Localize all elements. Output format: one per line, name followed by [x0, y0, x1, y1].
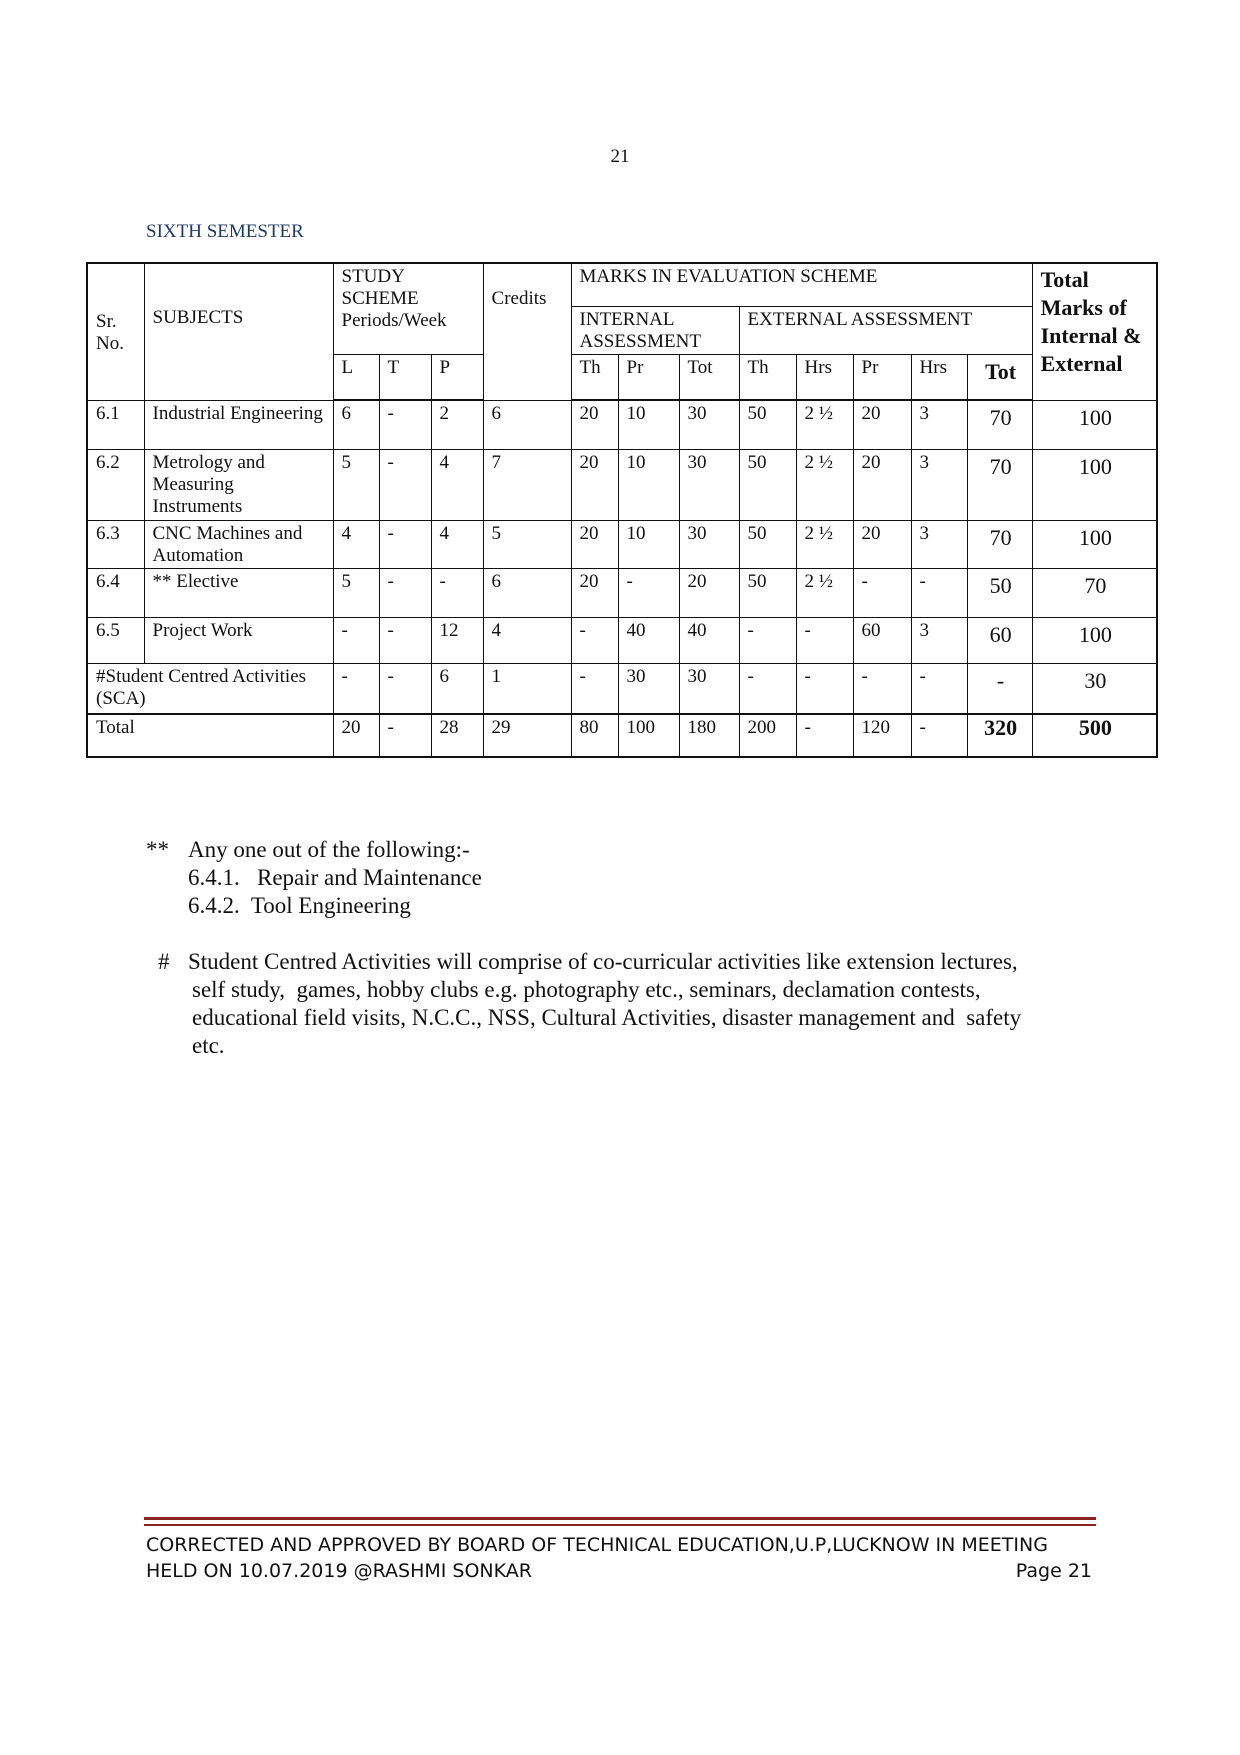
t-cell: - — [379, 663, 431, 714]
external-hrs2-cell: 3 — [911, 520, 967, 568]
external-hrs-cell: 2 ½ — [796, 449, 853, 520]
external-hrs-cell: 2 ½ — [796, 568, 853, 617]
external-pr-cell: 20 — [853, 520, 911, 568]
external-th-cell: 200 — [739, 714, 796, 757]
sca-note-line: etc. — [192, 1033, 225, 1058]
col-internal-pr-header: Pr — [618, 354, 679, 400]
external-tot-cell: - — [967, 663, 1032, 714]
elective-option: 6.4.1. Repair and Maintenance — [188, 865, 482, 890]
col-internal-tot-header: Tot — [679, 354, 739, 400]
external-th-cell: 50 — [739, 568, 796, 617]
l-cell: 5 — [333, 568, 379, 617]
l-cell: - — [333, 663, 379, 714]
sca-note-line: educational field visits, N.C.C., NSS, Cultural Activities, disaster management and safety — [192, 1005, 1022, 1030]
internal-tot-cell: 180 — [679, 714, 739, 757]
external-hrs-cell: - — [796, 663, 853, 714]
internal-th-cell: 20 — [571, 400, 618, 449]
external-hrs2-cell: 3 — [911, 449, 967, 520]
table-row — [87, 617, 1157, 663]
external-tot-cell: 70 — [967, 400, 1032, 449]
t-cell: - — [379, 714, 431, 757]
external-pr-cell: - — [853, 568, 911, 617]
external-tot-cell: 70 — [967, 520, 1032, 568]
external-th-cell: - — [739, 617, 796, 663]
l-cell: 4 — [333, 520, 379, 568]
table-row — [87, 520, 1157, 568]
internal-th-cell: 80 — [571, 714, 618, 757]
internal-pr-cell: - — [618, 568, 679, 617]
credits-cell: 5 — [483, 520, 571, 568]
footer-meeting-line: HELD ON 10.07.2019 @RASHMI SONKAR — [146, 1560, 532, 1582]
footer-divider — [144, 1517, 1096, 1526]
p-cell: 28 — [431, 714, 483, 757]
external-tot-cell: 320 — [967, 714, 1032, 757]
subject-cell: Industrial Engineering — [144, 400, 333, 449]
l-cell: 6 — [333, 400, 379, 449]
external-pr-cell: 60 — [853, 617, 911, 663]
internal-pr-cell: 10 — [618, 449, 679, 520]
t-cell: - — [379, 520, 431, 568]
internal-th-cell: - — [571, 663, 618, 714]
internal-tot-cell: 30 — [679, 663, 739, 714]
col-l-header: L — [333, 354, 379, 400]
external-hrs2-cell: - — [911, 714, 967, 757]
internal-th-cell: 20 — [571, 520, 618, 568]
l-cell: - — [333, 617, 379, 663]
sr-cell: 6.3 — [87, 520, 144, 568]
total-row — [87, 714, 1157, 757]
credits-cell: 1 — [483, 663, 571, 714]
internal-th-cell: 20 — [571, 449, 618, 520]
external-th-cell: 50 — [739, 449, 796, 520]
page-number: 21 — [610, 146, 630, 167]
external-hrs2-cell: - — [911, 663, 967, 714]
t-cell: - — [379, 568, 431, 617]
t-cell: - — [379, 617, 431, 663]
subject-cell: Metrology and Measuring Instruments — [144, 449, 333, 520]
external-pr-cell: 120 — [853, 714, 911, 757]
external-hrs2-cell: 3 — [911, 400, 967, 449]
internal-pr-cell: 30 — [618, 663, 679, 714]
section-title: SIXTH SEMESTER — [146, 221, 304, 242]
external-hrs2-cell: - — [911, 568, 967, 617]
total-cell: 100 — [1032, 449, 1157, 520]
credits-header: Credits — [483, 263, 571, 400]
sr-cell: 6.2 — [87, 449, 144, 520]
internal-tot-cell: 30 — [679, 520, 739, 568]
sca-label: #Student Centred Activities (SCA) — [87, 663, 333, 714]
sr-cell: 6.5 — [87, 617, 144, 663]
table-row — [87, 449, 1157, 520]
total-cell: 70 — [1032, 568, 1157, 617]
internal-tot-cell: 20 — [679, 568, 739, 617]
notes — [146, 836, 1086, 1060]
elective-option: 6.4.2. Tool Engineering — [188, 893, 411, 918]
external-pr-cell: 20 — [853, 400, 911, 449]
sca-note — [146, 948, 1086, 1060]
col-external-pr-header: Pr — [853, 354, 911, 400]
external-th-cell: 50 — [739, 520, 796, 568]
l-cell: 5 — [333, 449, 379, 520]
external-tot-cell: 70 — [967, 449, 1032, 520]
footer-page-number: Page 21 — [1015, 1560, 1092, 1582]
subject-cell: ** Elective — [144, 568, 333, 617]
table-row — [87, 400, 1157, 449]
internal-tot-cell: 30 — [679, 400, 739, 449]
col-external-hrs-header: Hrs — [796, 354, 853, 400]
l-cell: 20 — [333, 714, 379, 757]
internal-pr-cell: 100 — [618, 714, 679, 757]
internal-pr-cell: 10 — [618, 400, 679, 449]
internal-th-cell: - — [571, 617, 618, 663]
col-external-tot-header: Tot — [967, 354, 1032, 400]
sr-cell: 6.4 — [87, 568, 144, 617]
sr-cell: 6.1 — [87, 400, 144, 449]
credits-cell: 6 — [483, 400, 571, 449]
external-hrs-cell: 2 ½ — [796, 520, 853, 568]
footer-approval-line: CORRECTED AND APPROVED BY BOARD OF TECHNICAL EDUCATION,U.P,LUCKNOW IN MEETING — [146, 1534, 1048, 1556]
header-row-1 — [87, 263, 1157, 306]
p-cell: 12 — [431, 617, 483, 663]
credits-cell: 29 — [483, 714, 571, 757]
credits-cell: 4 — [483, 617, 571, 663]
marks-scheme-header: MARKS IN EVALUATION SCHEME — [571, 263, 1032, 306]
sca-row — [87, 663, 1157, 714]
sca-note-line: self study, games, hobby clubs e.g. photography etc., seminars, declamation contests, — [192, 977, 981, 1002]
external-hrs2-cell: 3 — [911, 617, 967, 663]
internal-tot-cell: 40 — [679, 617, 739, 663]
study-scheme-header: STUDY SCHEME Periods/Week — [333, 263, 483, 354]
internal-th-cell: 20 — [571, 568, 618, 617]
p-cell: 4 — [431, 520, 483, 568]
col-internal-th-header: Th — [571, 354, 618, 400]
subjects-header: SUBJECTS — [144, 263, 333, 400]
sca-note-marker: # — [158, 949, 170, 974]
external-hrs-cell: 2 ½ — [796, 400, 853, 449]
subject-cell: Project Work — [144, 617, 333, 663]
total-marks-header: Total Marks of Internal & External — [1032, 263, 1157, 400]
external-hrs-cell: - — [796, 714, 853, 757]
external-th-cell: - — [739, 663, 796, 714]
elective-note-marker: ** — [146, 837, 169, 862]
t-cell: - — [379, 449, 431, 520]
p-cell: 2 — [431, 400, 483, 449]
col-external-hrs2-header: Hrs — [911, 354, 967, 400]
external-pr-cell: - — [853, 663, 911, 714]
p-cell: - — [431, 568, 483, 617]
internal-pr-cell: 10 — [618, 520, 679, 568]
subject-cell: CNC Machines and Automation — [144, 520, 333, 568]
col-t-header: T — [379, 354, 431, 400]
p-cell: 6 — [431, 663, 483, 714]
total-cell: 100 — [1032, 400, 1157, 449]
external-pr-cell: 20 — [853, 449, 911, 520]
total-cell: 30 — [1032, 663, 1157, 714]
external-assessment-header: EXTERNAL ASSESSMENT — [739, 306, 1032, 354]
elective-note-intro: Any one out of the following:- — [188, 837, 470, 862]
p-cell: 4 — [431, 449, 483, 520]
internal-assessment-header: INTERNAL ASSESSMENT — [571, 306, 739, 354]
credits-cell: 6 — [483, 568, 571, 617]
sca-note-line: Student Centred Activities will comprise of co-curricular activities like extension lectures, — [188, 949, 1018, 974]
footer — [146, 1532, 1092, 1584]
sr-no-header: Sr. No. — [87, 263, 144, 400]
total-cell: 100 — [1032, 617, 1157, 663]
external-th-cell: 50 — [739, 400, 796, 449]
external-tot-cell: 60 — [967, 617, 1032, 663]
t-cell: - — [379, 400, 431, 449]
internal-tot-cell: 30 — [679, 449, 739, 520]
internal-pr-cell: 40 — [618, 617, 679, 663]
external-hrs-cell: - — [796, 617, 853, 663]
elective-note — [146, 836, 1086, 864]
grand-total-cell: 500 — [1032, 714, 1157, 757]
credits-cell: 7 — [483, 449, 571, 520]
total-label: Total — [87, 714, 333, 757]
external-tot-cell: 50 — [967, 568, 1032, 617]
evaluation-scheme-table — [86, 262, 1158, 758]
total-cell: 100 — [1032, 520, 1157, 568]
col-p-header: P — [431, 354, 483, 400]
table-row — [87, 568, 1157, 617]
col-external-th-header: Th — [739, 354, 796, 400]
